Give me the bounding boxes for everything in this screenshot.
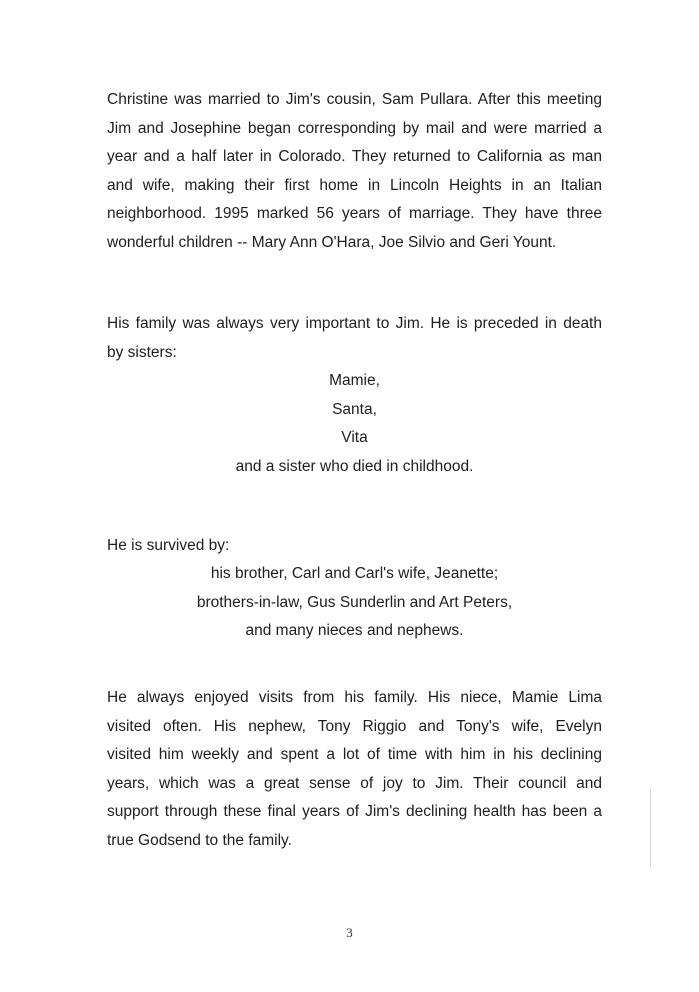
page-number: 3 (346, 925, 353, 940)
scan-margin-mark (650, 788, 651, 868)
text-line: He is survived by: (107, 537, 230, 554)
sisters-list (107, 367, 602, 481)
survivors-list (107, 560, 602, 646)
text-line: years, which was a great sense of joy to Jim. Their council and (107, 774, 602, 792)
text-line: Christine was married to Jim's cousin, Sam Pullara. After this meeting (107, 91, 602, 108)
text-line: visited him weekly and spent a lot of time with him in his declining (107, 746, 602, 763)
survivor-line: and many nieces and nephews. (245, 622, 464, 639)
paragraph-survived (107, 532, 602, 561)
paragraph-visits (107, 684, 602, 855)
sister-note: and a sister who died in childhood. (235, 457, 474, 475)
sister-name: Mamie, (329, 372, 380, 389)
survivor-line: his brother, Carl and Carl's wife, Jeanette; (210, 565, 499, 582)
text-line: year and a half later in Colorado. They returned to California as man (107, 148, 602, 165)
paragraph-marriage (107, 86, 602, 257)
text-line: Jim and Josephine began corresponding by mail and were married a (107, 119, 602, 137)
survivor-line: brothers-in-law, Gus Sunderlin and Art Peters, (196, 593, 513, 611)
text-line: true Godsend to the family. (107, 831, 292, 849)
text-line: and wife, making their first home in Lincoln Heights in an Italian (107, 176, 602, 194)
text-line: visited often. His nephew, Tony Riggio and Tony's wife, Evelyn (107, 717, 602, 735)
text-line: neighborhood. 1995 marked 56 years of marriage. They have three (107, 205, 602, 222)
text-line: wonderful children -- Mary Ann O'Hara, Joe Silvio and Geri Yount. (107, 233, 557, 251)
sister-name: Vita (341, 429, 368, 446)
paragraph-family (107, 310, 602, 367)
text-line: by sisters: (107, 343, 177, 361)
text-line: support through these final years of Jim's declining health has been a (107, 803, 602, 820)
sister-name: Santa, (332, 400, 377, 418)
text-line: His family was always very important to Jim. He is preceded in death (107, 315, 602, 332)
text-line: He always enjoyed visits from his family. His niece, Mamie Lima (107, 689, 602, 706)
